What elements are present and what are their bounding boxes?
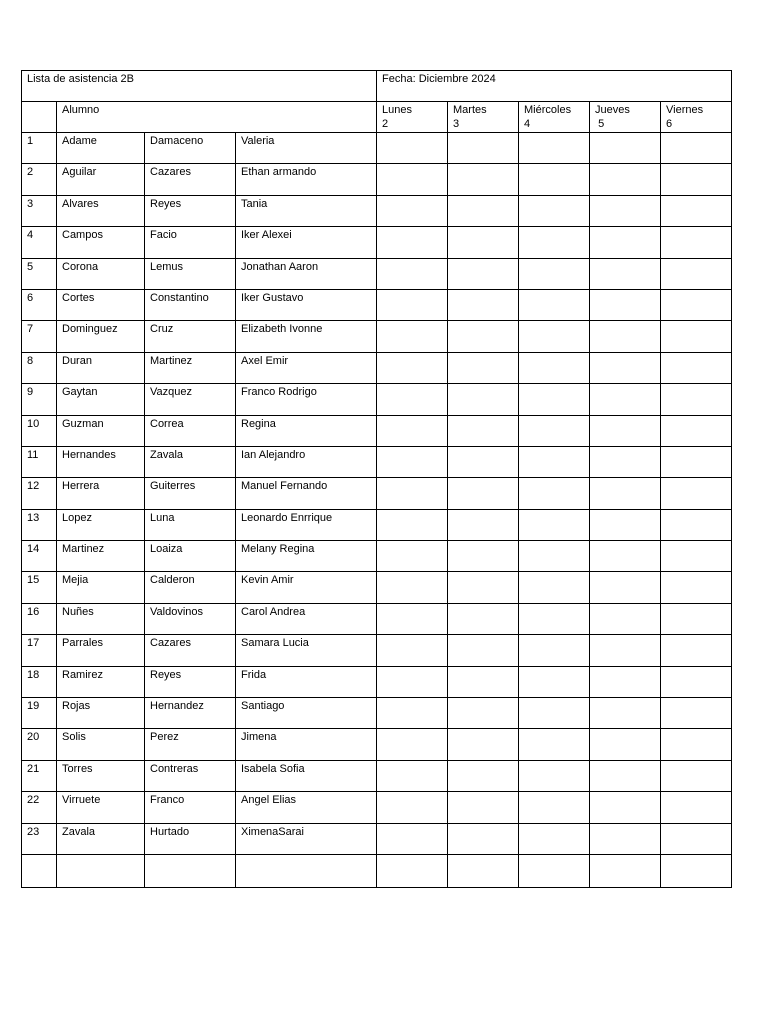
table-row bbox=[22, 195, 732, 226]
attendance-cell-wednesday[interactable] bbox=[519, 133, 590, 164]
empty-cell[interactable] bbox=[145, 854, 236, 887]
table-row bbox=[22, 415, 732, 446]
paternal-surname: Campos bbox=[57, 227, 145, 258]
attendance-cell-monday[interactable] bbox=[377, 352, 448, 383]
attendance-cell-thursday[interactable] bbox=[590, 760, 661, 791]
empty-cell[interactable] bbox=[590, 854, 661, 887]
maternal-surname: Loaiza bbox=[145, 541, 236, 572]
row-number: 6 bbox=[22, 289, 57, 320]
attendance-cell-tuesday[interactable] bbox=[448, 195, 519, 226]
table-row bbox=[22, 133, 732, 164]
attendance-cell-thursday[interactable] bbox=[590, 572, 661, 603]
attendance-cell-tuesday[interactable] bbox=[448, 384, 519, 415]
attendance-cell-wednesday[interactable] bbox=[519, 195, 590, 226]
row-number: 16 bbox=[22, 603, 57, 634]
attendance-cell-thursday[interactable] bbox=[590, 541, 661, 572]
attendance-cell-thursday[interactable] bbox=[590, 698, 661, 729]
paternal-surname: Alvares bbox=[57, 195, 145, 226]
attendance-cell-thursday[interactable] bbox=[590, 792, 661, 823]
attendance-cell-wednesday[interactable] bbox=[519, 289, 590, 320]
row-number: 10 bbox=[22, 415, 57, 446]
maternal-surname: Zavala bbox=[145, 446, 236, 477]
attendance-cell-friday[interactable] bbox=[661, 509, 732, 540]
attendance-cell-thursday[interactable] bbox=[590, 509, 661, 540]
row-number: 18 bbox=[22, 666, 57, 697]
attendance-cell-tuesday[interactable] bbox=[448, 133, 519, 164]
given-name: Kevin Amir bbox=[236, 572, 377, 603]
attendance-cell-thursday[interactable] bbox=[590, 227, 661, 258]
attendance-cell-thursday[interactable] bbox=[590, 478, 661, 509]
attendance-cell-wednesday[interactable] bbox=[519, 792, 590, 823]
attendance-cell-friday[interactable] bbox=[661, 415, 732, 446]
empty-row bbox=[22, 854, 732, 887]
table-row bbox=[22, 446, 732, 477]
attendance-cell-wednesday[interactable] bbox=[519, 509, 590, 540]
row-number: 14 bbox=[22, 541, 57, 572]
given-name: Regina bbox=[236, 415, 377, 446]
attendance-cell-tuesday[interactable] bbox=[448, 572, 519, 603]
attendance-cell-tuesday[interactable] bbox=[448, 164, 519, 195]
empty-cell[interactable] bbox=[22, 854, 57, 887]
attendance-cell-wednesday[interactable] bbox=[519, 384, 590, 415]
attendance-cell-tuesday[interactable] bbox=[448, 289, 519, 320]
given-name: Leonardo Enrrique bbox=[236, 509, 377, 540]
paternal-surname: Gaytan bbox=[57, 384, 145, 415]
attendance-cell-monday[interactable] bbox=[377, 792, 448, 823]
attendance-cell-wednesday[interactable] bbox=[519, 666, 590, 697]
attendance-cell-friday[interactable] bbox=[661, 133, 732, 164]
row-number: 19 bbox=[22, 698, 57, 729]
empty-cell[interactable] bbox=[519, 854, 590, 887]
given-name: Santiago bbox=[236, 698, 377, 729]
attendance-cell-friday[interactable] bbox=[661, 384, 732, 415]
paternal-surname: Dominguez bbox=[57, 321, 145, 352]
paternal-surname: Corona bbox=[57, 258, 145, 289]
row-number: 21 bbox=[22, 760, 57, 791]
empty-cell[interactable] bbox=[236, 854, 377, 887]
table-row bbox=[22, 227, 732, 258]
maternal-surname: Cazares bbox=[145, 635, 236, 666]
attendance-cell-friday[interactable] bbox=[661, 572, 732, 603]
attendance-cell-wednesday[interactable] bbox=[519, 164, 590, 195]
attendance-cell-monday[interactable] bbox=[377, 698, 448, 729]
maternal-surname: Franco bbox=[145, 792, 236, 823]
attendance-cell-friday[interactable] bbox=[661, 352, 732, 383]
list-title: Lista de asistencia 2B bbox=[22, 71, 377, 102]
given-name: Carol Andrea bbox=[236, 603, 377, 634]
table-row bbox=[22, 603, 732, 634]
empty-cell[interactable] bbox=[57, 854, 145, 887]
given-name: Isabela Sofia bbox=[236, 760, 377, 791]
paternal-surname: Aguilar bbox=[57, 164, 145, 195]
table-row bbox=[22, 729, 732, 760]
attendance-cell-wednesday[interactable] bbox=[519, 321, 590, 352]
number-header-cell bbox=[22, 102, 57, 133]
attendance-cell-monday[interactable] bbox=[377, 823, 448, 854]
row-number: 4 bbox=[22, 227, 57, 258]
date-label: Fecha: Diciembre 2024 bbox=[377, 71, 732, 102]
paternal-surname: Parrales bbox=[57, 635, 145, 666]
maternal-surname: Perez bbox=[145, 729, 236, 760]
attendance-cell-friday[interactable] bbox=[661, 635, 732, 666]
attendance-cell-monday[interactable] bbox=[377, 635, 448, 666]
table-row bbox=[22, 478, 732, 509]
attendance-cell-friday[interactable] bbox=[661, 760, 732, 791]
maternal-surname: Cruz bbox=[145, 321, 236, 352]
table-row bbox=[22, 666, 732, 697]
table-row bbox=[22, 572, 732, 603]
attendance-cell-thursday[interactable] bbox=[590, 446, 661, 477]
attendance-cell-tuesday[interactable] bbox=[448, 258, 519, 289]
table-row bbox=[22, 384, 732, 415]
attendance-cell-tuesday[interactable] bbox=[448, 698, 519, 729]
attendance-cell-tuesday[interactable] bbox=[448, 541, 519, 572]
maternal-surname: Correa bbox=[145, 415, 236, 446]
attendance-cell-wednesday[interactable] bbox=[519, 478, 590, 509]
student-column-header: Alumno bbox=[57, 102, 377, 133]
day-name: Jueves bbox=[595, 104, 630, 116]
given-name: Manuel Fernando bbox=[236, 478, 377, 509]
maternal-surname: Constantino bbox=[145, 289, 236, 320]
row-number: 22 bbox=[22, 792, 57, 823]
day-header-tuesday bbox=[448, 102, 519, 133]
table-row bbox=[22, 760, 732, 791]
given-name: Tania bbox=[236, 195, 377, 226]
attendance-cell-monday[interactable] bbox=[377, 195, 448, 226]
row-number: 8 bbox=[22, 352, 57, 383]
attendance-cell-friday[interactable] bbox=[661, 698, 732, 729]
maternal-surname: Hurtado bbox=[145, 823, 236, 854]
attendance-cell-thursday[interactable] bbox=[590, 289, 661, 320]
table-row bbox=[22, 823, 732, 854]
row-number: 1 bbox=[22, 133, 57, 164]
day-name: Martes bbox=[453, 104, 487, 116]
attendance-cell-wednesday[interactable] bbox=[519, 603, 590, 634]
given-name: XimenaSarai bbox=[236, 823, 377, 854]
attendance-cell-monday[interactable] bbox=[377, 603, 448, 634]
given-name: Ian Alejandro bbox=[236, 446, 377, 477]
table-row bbox=[22, 541, 732, 572]
paternal-surname: Herrera bbox=[57, 478, 145, 509]
attendance-cell-thursday[interactable] bbox=[590, 164, 661, 195]
attendance-cell-friday[interactable] bbox=[661, 478, 732, 509]
attendance-cell-friday[interactable] bbox=[661, 321, 732, 352]
paternal-surname: Guzman bbox=[57, 415, 145, 446]
row-number: 13 bbox=[22, 509, 57, 540]
attendance-cell-thursday[interactable] bbox=[590, 729, 661, 760]
attendance-cell-thursday[interactable] bbox=[590, 666, 661, 697]
day-header-friday bbox=[661, 102, 732, 133]
paternal-surname: Adame bbox=[57, 133, 145, 164]
paternal-surname: Martinez bbox=[57, 541, 145, 572]
attendance-cell-wednesday[interactable] bbox=[519, 258, 590, 289]
day-header-wednesday bbox=[519, 102, 590, 133]
attendance-cell-tuesday[interactable] bbox=[448, 666, 519, 697]
attendance-cell-tuesday[interactable] bbox=[448, 635, 519, 666]
paternal-surname: Duran bbox=[57, 352, 145, 383]
attendance-cell-monday[interactable] bbox=[377, 227, 448, 258]
attendance-cell-tuesday[interactable] bbox=[448, 321, 519, 352]
attendance-cell-friday[interactable] bbox=[661, 446, 732, 477]
day-number: 6 bbox=[666, 118, 673, 130]
column-header-row bbox=[22, 102, 732, 133]
table-row bbox=[22, 258, 732, 289]
attendance-cell-wednesday[interactable] bbox=[519, 729, 590, 760]
attendance-cell-wednesday[interactable] bbox=[519, 760, 590, 791]
attendance-cell-friday[interactable] bbox=[661, 541, 732, 572]
attendance-cell-monday[interactable] bbox=[377, 415, 448, 446]
attendance-cell-tuesday[interactable] bbox=[448, 415, 519, 446]
given-name: Axel Emir bbox=[236, 352, 377, 383]
attendance-cell-monday[interactable] bbox=[377, 164, 448, 195]
day-name: Viernes bbox=[666, 104, 704, 116]
given-name: Jimena bbox=[236, 729, 377, 760]
paternal-surname: Cortes bbox=[57, 289, 145, 320]
day-name: Miércoles bbox=[524, 104, 572, 116]
maternal-surname: Luna bbox=[145, 509, 236, 540]
row-number: 11 bbox=[22, 446, 57, 477]
attendance-cell-thursday[interactable] bbox=[590, 133, 661, 164]
paternal-surname: Solis bbox=[57, 729, 145, 760]
maternal-surname: Guiterres bbox=[145, 478, 236, 509]
paternal-surname: Zavala bbox=[57, 823, 145, 854]
attendance-table bbox=[21, 70, 732, 888]
attendance-cell-thursday[interactable] bbox=[590, 321, 661, 352]
day-header-thursday bbox=[590, 102, 661, 133]
attendance-cell-friday[interactable] bbox=[661, 227, 732, 258]
attendance-cell-tuesday[interactable] bbox=[448, 352, 519, 383]
attendance-cell-monday[interactable] bbox=[377, 666, 448, 697]
attendance-cell-thursday[interactable] bbox=[590, 635, 661, 666]
attendance-cell-tuesday[interactable] bbox=[448, 478, 519, 509]
given-name: Jonathan Aaron bbox=[236, 258, 377, 289]
attendance-cell-wednesday[interactable] bbox=[519, 698, 590, 729]
attendance-cell-tuesday[interactable] bbox=[448, 509, 519, 540]
paternal-surname: Torres bbox=[57, 760, 145, 791]
given-name: Franco Rodrigo bbox=[236, 384, 377, 415]
row-number: 5 bbox=[22, 258, 57, 289]
given-name: Iker Alexei bbox=[236, 227, 377, 258]
maternal-surname: Cazares bbox=[145, 164, 236, 195]
attendance-cell-thursday[interactable] bbox=[590, 823, 661, 854]
row-number: 20 bbox=[22, 729, 57, 760]
table-row bbox=[22, 289, 732, 320]
given-name: Elizabeth Ivonne bbox=[236, 321, 377, 352]
attendance-cell-wednesday[interactable] bbox=[519, 541, 590, 572]
paternal-surname: Ramirez bbox=[57, 666, 145, 697]
attendance-cell-wednesday[interactable] bbox=[519, 446, 590, 477]
row-number: 7 bbox=[22, 321, 57, 352]
table-row bbox=[22, 698, 732, 729]
day-number: 3 bbox=[453, 118, 460, 130]
paternal-surname: Virruete bbox=[57, 792, 145, 823]
attendance-cell-monday[interactable] bbox=[377, 760, 448, 791]
maternal-surname: Damaceno bbox=[145, 133, 236, 164]
attendance-cell-friday[interactable] bbox=[661, 603, 732, 634]
attendance-cell-thursday[interactable] bbox=[590, 258, 661, 289]
attendance-cell-tuesday[interactable] bbox=[448, 603, 519, 634]
paternal-surname: Lopez bbox=[57, 509, 145, 540]
table-row bbox=[22, 352, 732, 383]
given-name: Iker Gustavo bbox=[236, 289, 377, 320]
attendance-cell-tuesday[interactable] bbox=[448, 729, 519, 760]
given-name: Angel Elias bbox=[236, 792, 377, 823]
attendance-cell-monday[interactable] bbox=[377, 729, 448, 760]
given-name: Samara Lucia bbox=[236, 635, 377, 666]
title-row bbox=[22, 71, 732, 102]
maternal-surname: Martinez bbox=[145, 352, 236, 383]
row-number: 3 bbox=[22, 195, 57, 226]
attendance-cell-thursday[interactable] bbox=[590, 384, 661, 415]
paternal-surname: Mejia bbox=[57, 572, 145, 603]
given-name: Valeria bbox=[236, 133, 377, 164]
maternal-surname: Vazquez bbox=[145, 384, 236, 415]
attendance-cell-monday[interactable] bbox=[377, 478, 448, 509]
table-row bbox=[22, 164, 732, 195]
attendance-cell-monday[interactable] bbox=[377, 446, 448, 477]
attendance-cell-friday[interactable] bbox=[661, 258, 732, 289]
attendance-cell-friday[interactable] bbox=[661, 823, 732, 854]
empty-cell[interactable] bbox=[661, 854, 732, 887]
maternal-surname: Facio bbox=[145, 227, 236, 258]
attendance-cell-monday[interactable] bbox=[377, 384, 448, 415]
maternal-surname: Reyes bbox=[145, 666, 236, 697]
maternal-surname: Reyes bbox=[145, 195, 236, 226]
attendance-cell-tuesday[interactable] bbox=[448, 792, 519, 823]
attendance-cell-tuesday[interactable] bbox=[448, 227, 519, 258]
given-name: Melany Regina bbox=[236, 541, 377, 572]
attendance-cell-wednesday[interactable] bbox=[519, 227, 590, 258]
paternal-surname: Rojas bbox=[57, 698, 145, 729]
table-row bbox=[22, 792, 732, 823]
attendance-cell-thursday[interactable] bbox=[590, 603, 661, 634]
given-name: Frida bbox=[236, 666, 377, 697]
attendance-cell-thursday[interactable] bbox=[590, 352, 661, 383]
attendance-cell-friday[interactable] bbox=[661, 729, 732, 760]
attendance-cell-friday[interactable] bbox=[661, 289, 732, 320]
attendance-cell-monday[interactable] bbox=[377, 509, 448, 540]
row-number: 12 bbox=[22, 478, 57, 509]
day-header-monday bbox=[377, 102, 448, 133]
attendance-cell-friday[interactable] bbox=[661, 792, 732, 823]
attendance-cell-thursday[interactable] bbox=[590, 195, 661, 226]
table-row bbox=[22, 321, 732, 352]
attendance-cell-friday[interactable] bbox=[661, 666, 732, 697]
attendance-cell-wednesday[interactable] bbox=[519, 572, 590, 603]
attendance-cell-monday[interactable] bbox=[377, 258, 448, 289]
row-number: 23 bbox=[22, 823, 57, 854]
attendance-cell-monday[interactable] bbox=[377, 321, 448, 352]
day-number: 5 bbox=[595, 118, 605, 130]
attendance-cell-monday[interactable] bbox=[377, 572, 448, 603]
attendance-cell-tuesday[interactable] bbox=[448, 760, 519, 791]
row-number: 15 bbox=[22, 572, 57, 603]
attendance-cell-friday[interactable] bbox=[661, 195, 732, 226]
given-name: Ethan armando bbox=[236, 164, 377, 195]
day-number: 4 bbox=[524, 118, 531, 130]
attendance-cell-monday[interactable] bbox=[377, 133, 448, 164]
attendance-cell-friday[interactable] bbox=[661, 164, 732, 195]
attendance-cell-tuesday[interactable] bbox=[448, 823, 519, 854]
maternal-surname: Contreras bbox=[145, 760, 236, 791]
empty-cell[interactable] bbox=[377, 854, 448, 887]
paternal-surname: Nuñes bbox=[57, 603, 145, 634]
empty-cell[interactable] bbox=[448, 854, 519, 887]
attendance-cell-monday[interactable] bbox=[377, 541, 448, 572]
attendance-cell-thursday[interactable] bbox=[590, 415, 661, 446]
maternal-surname: Calderon bbox=[145, 572, 236, 603]
paternal-surname: Hernandes bbox=[57, 446, 145, 477]
day-name: Lunes bbox=[382, 104, 412, 116]
attendance-cell-tuesday[interactable] bbox=[448, 446, 519, 477]
table-row bbox=[22, 509, 732, 540]
row-number: 9 bbox=[22, 384, 57, 415]
table-row bbox=[22, 635, 732, 666]
row-number: 17 bbox=[22, 635, 57, 666]
attendance-cell-monday[interactable] bbox=[377, 289, 448, 320]
maternal-surname: Valdovinos bbox=[145, 603, 236, 634]
row-number: 2 bbox=[22, 164, 57, 195]
attendance-cell-wednesday[interactable] bbox=[519, 635, 590, 666]
maternal-surname: Hernandez bbox=[145, 698, 236, 729]
day-number: 2 bbox=[382, 118, 389, 130]
maternal-surname: Lemus bbox=[145, 258, 236, 289]
attendance-cell-wednesday[interactable] bbox=[519, 823, 590, 854]
attendance-cell-wednesday[interactable] bbox=[519, 415, 590, 446]
attendance-cell-wednesday[interactable] bbox=[519, 352, 590, 383]
